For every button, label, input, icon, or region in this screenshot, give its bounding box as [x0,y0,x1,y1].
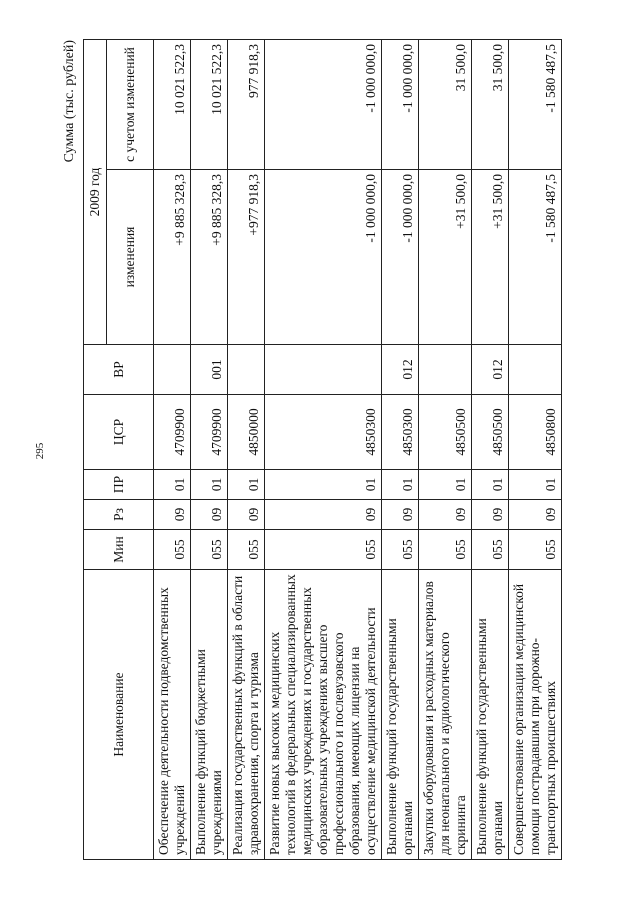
row-change: +9 885 328,3 [191,170,228,345]
row-csr: 4850300 [382,395,419,470]
budget-table [83,39,562,860]
table-row [228,40,265,860]
row-vr: 001 [191,345,228,395]
row-change: -1 000 000,0 [265,170,382,345]
row-min: 055 [154,530,191,570]
header-pr: ПР [84,470,154,500]
row-rz: 09 [509,500,562,530]
row-pr: 01 [509,470,562,500]
row-vr [228,345,265,395]
header-vr: ВР [84,345,154,395]
row-min: 055 [228,530,265,570]
row-pr: 01 [419,470,472,500]
rotated-page-content [60,40,620,860]
row-total: 31 500,0 [472,40,509,170]
row-name: Закупки оборудования и расходных материалов для неонатального и аудиологического скрининга [419,570,472,860]
row-min: 055 [419,530,472,570]
header-year: 2009 год [84,40,107,345]
row-name: Развитие новых высоких медицинских технологий в федеральных специализированных медицинских учреждениях и государственных образовательных учреждениях высшего профессионального и послевузовского образования, имеющих лицензии на осуществление медицинской деятельности [265,570,382,860]
row-csr: 4850500 [472,395,509,470]
row-pr: 01 [382,470,419,500]
row-rz: 09 [472,500,509,530]
row-pr: 01 [154,470,191,500]
row-csr: 4709900 [191,395,228,470]
row-min: 055 [472,530,509,570]
row-name: Выполнение функций государственными органами [382,570,419,860]
row-min: 055 [265,530,382,570]
table-row [509,40,562,860]
row-vr: 012 [472,345,509,395]
row-total: -1 000 000,0 [382,40,419,170]
row-name: Выполнение функций бюджетными учреждениями [191,570,228,860]
row-rz: 09 [419,500,472,530]
table-row [382,40,419,860]
table-row [472,40,509,860]
row-vr [265,345,382,395]
row-rz: 09 [228,500,265,530]
row-vr [509,345,562,395]
row-rz: 09 [154,500,191,530]
row-csr: 4850800 [509,395,562,470]
header-with-changes: с учетом изменений [107,40,154,170]
unit-caption: Сумма (тыс. рублей) [62,40,77,163]
row-total: 977 918,3 [228,40,265,170]
table-row [154,40,191,860]
row-change: +31 500,0 [472,170,509,345]
table-row [191,40,228,860]
row-pr: 01 [472,470,509,500]
row-csr: 4850500 [419,395,472,470]
row-pr: 01 [228,470,265,500]
row-change: -1 000 000,0 [382,170,419,345]
row-name: Реализация государственных функций в области здравоохранения, спорта и туризма [228,570,265,860]
row-name: Обеспечение деятельности подведомственных учреждений [154,570,191,860]
row-total: -1 000 000,0 [265,40,382,170]
row-vr [154,345,191,395]
row-rz: 09 [191,500,228,530]
row-change: +977 918,3 [228,170,265,345]
row-change: +9 885 328,3 [154,170,191,345]
row-csr: 4709900 [154,395,191,470]
header-name: Наименование [84,570,154,860]
table-row [419,40,472,860]
header-min: Мин [84,530,154,570]
row-total: -1 580 487,5 [509,40,562,170]
header-csr: ЦСР [84,395,154,470]
row-csr: 4850000 [228,395,265,470]
row-total: 31 500,0 [419,40,472,170]
row-pr: 01 [265,470,382,500]
row-min: 055 [382,530,419,570]
row-total: 10 021 522,3 [191,40,228,170]
row-vr: 012 [382,345,419,395]
table-row [265,40,382,860]
row-pr: 01 [191,470,228,500]
header-changes: изменения [107,170,154,345]
row-min: 055 [191,530,228,570]
row-name: Выполнение функций государственными органами [472,570,509,860]
row-rz: 09 [265,500,382,530]
row-change: +31 500,0 [419,170,472,345]
row-change: -1 580 487,5 [509,170,562,345]
row-csr: 4850300 [265,395,382,470]
row-min: 055 [509,530,562,570]
header-rz: Рз [84,500,154,530]
row-total: 10 021 522,3 [154,40,191,170]
row-name: Совершенствование организации медицинской помощи пострадавшим при дорожно-транспортных происшествиях [509,570,562,860]
page-number: 295 [34,442,46,460]
row-rz: 09 [382,500,419,530]
row-vr [419,345,472,395]
